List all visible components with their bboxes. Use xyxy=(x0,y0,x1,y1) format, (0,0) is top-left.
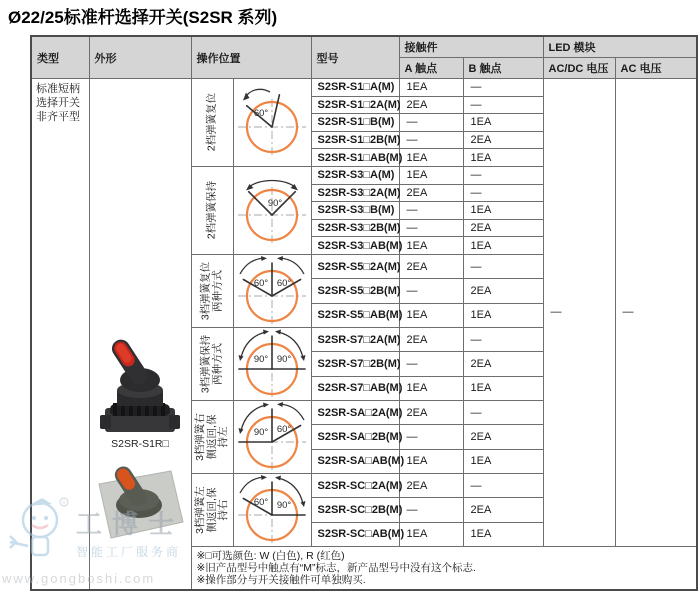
contact-b-cell: 1EA xyxy=(463,202,543,220)
model-cell: S2SR-SA□2B(M) xyxy=(311,425,399,449)
model-cell: S2SR-S7□2A(M) xyxy=(311,327,399,351)
position-label: 侧返回,保 xyxy=(205,414,218,460)
model-cell: S2SR-S1□A(M) xyxy=(311,79,399,97)
position-diagram-3pos-spring-return xyxy=(233,254,311,327)
spec-table xyxy=(30,35,698,591)
model-cell: S2SR-S1□AB(M) xyxy=(311,149,399,167)
page-title: Ø22/25标准杆选择开关(S2SR 系列) xyxy=(8,8,278,27)
contact-b-cell: — xyxy=(463,96,543,114)
contact-b-cell: — xyxy=(463,166,543,184)
svg-text:60°: 60° xyxy=(253,108,269,120)
position-label: 两种方式 xyxy=(211,269,223,312)
type-cell xyxy=(31,79,89,590)
contact-b-cell: 1EA xyxy=(463,522,543,546)
shape-cell xyxy=(89,79,191,590)
contact-a-cell: 2EA xyxy=(399,184,463,202)
col-header-position: 操作位置 xyxy=(191,36,311,79)
model-cell: S2SR-SA□AB(M) xyxy=(311,449,399,473)
col-header-shape: 外形 xyxy=(89,36,191,79)
position-label: 2档弹簧复位 xyxy=(205,93,218,152)
position-label: 持左 xyxy=(216,426,229,448)
contact-a-cell: 1EA xyxy=(399,376,463,400)
svg-text:90°: 90° xyxy=(276,499,292,511)
position-label: 侧返回,保 xyxy=(205,487,218,533)
watermark-url: www.gongboshi.com xyxy=(2,571,156,586)
model-cell: S2SR-S3□A(M) xyxy=(311,166,399,184)
col-header-type: 类型 xyxy=(31,36,89,79)
contact-a-cell: 1EA xyxy=(399,449,463,473)
position-label: 持右 xyxy=(216,499,229,521)
col-header-model: 型号 xyxy=(311,36,399,79)
model-cell: S2SR-S5□AB(M) xyxy=(311,303,399,327)
contact-a-cell: 1EA xyxy=(399,149,463,167)
svg-text:60°: 60° xyxy=(276,277,292,289)
contact-a-cell: — xyxy=(399,425,463,449)
contact-b-cell: 2EA xyxy=(463,131,543,149)
contact-a-cell: — xyxy=(399,279,463,303)
contact-a-cell: 2EA xyxy=(399,473,463,497)
led-acdc-cell: — xyxy=(543,79,615,547)
position-label-cell xyxy=(191,400,233,473)
position-label: 2档弹簧保持 xyxy=(205,181,218,240)
contact-b-cell: 1EA xyxy=(463,449,543,473)
model-cell: S2SR-S5□2B(M) xyxy=(311,279,399,303)
product-photo-panel-mounted xyxy=(91,458,189,551)
contact-b-cell: 1EA xyxy=(463,376,543,400)
product-caption: S2SR-S1R□ xyxy=(111,438,169,450)
type-line: 选择开关 xyxy=(36,97,80,109)
svg-text:R: R xyxy=(62,500,66,507)
model-cell: S2SR-S7□AB(M) xyxy=(311,376,399,400)
model-cell: S2SR-S5□2A(M) xyxy=(311,254,399,278)
note-line: ※旧产品型号中触点有“M”标志，新产品型号中没有这个标志. xyxy=(196,561,476,574)
contact-a-cell: — xyxy=(399,352,463,376)
col-header-acdc: AC/DC 电压 xyxy=(543,58,615,79)
notes-cell xyxy=(191,546,697,590)
position-label-cell xyxy=(191,79,233,167)
position-label-cell xyxy=(191,327,233,400)
contact-b-cell: — xyxy=(463,254,543,278)
contact-a-cell: 1EA xyxy=(399,79,463,97)
svg-text:90°: 90° xyxy=(253,353,269,365)
model-cell: S2SR-S3□2B(M) xyxy=(311,219,399,237)
col-header-led: LED 模块 xyxy=(543,36,697,58)
model-cell: S2SR-S3□2A(M) xyxy=(311,184,399,202)
col-header-contact-b: B 触点 xyxy=(463,58,543,79)
svg-text:90°: 90° xyxy=(267,198,283,210)
type-line: 标准短柄 xyxy=(36,83,80,95)
contact-b-cell: 2EA xyxy=(463,352,543,376)
table-row xyxy=(31,79,697,97)
model-cell: S2SR-SC□2A(M) xyxy=(311,473,399,497)
note-line: ※□可选颜色: W (白色), R (红色) xyxy=(196,549,345,562)
contact-b-cell: — xyxy=(463,184,543,202)
contact-b-cell: — xyxy=(463,79,543,97)
model-cell: S2SR-S1□2A(M) xyxy=(311,96,399,114)
model-cell: S2SR-S7□2B(M) xyxy=(311,352,399,376)
contact-a-cell: — xyxy=(399,114,463,132)
svg-text:60°: 60° xyxy=(276,423,292,435)
watermark-brand: 工博士 xyxy=(76,510,185,539)
contact-a-cell: 1EA xyxy=(399,303,463,327)
position-diagram-3pos-maintained xyxy=(233,327,311,400)
note-line: ※操作部分与开关接触件可单独购买. xyxy=(196,573,366,586)
contact-b-cell: 1EA xyxy=(463,114,543,132)
svg-text:60°: 60° xyxy=(253,277,269,289)
contact-b-cell: 2EA xyxy=(463,425,543,449)
position-label: 3档弹簧左 xyxy=(193,486,206,534)
position-label: 3档弹簧右 xyxy=(193,413,206,461)
position-label-cell xyxy=(191,473,233,546)
position-label: 3档弹簧保持 xyxy=(199,334,212,394)
contact-b-cell: — xyxy=(463,327,543,351)
model-cell: S2SR-SA□2A(M) xyxy=(311,400,399,424)
model-cell: S2SR-S1□2B(M) xyxy=(311,131,399,149)
col-header-contacts: 接触件 xyxy=(399,36,543,58)
contact-b-cell: — xyxy=(463,473,543,497)
position-label: 两种方式 xyxy=(211,342,223,385)
model-cell: S2SR-SC□2B(M) xyxy=(311,498,399,522)
position-label: 3档弹簧复位 xyxy=(199,261,212,321)
position-diagram-3pos-right-return xyxy=(233,400,311,473)
model-cell: S2SR-S3□B(M) xyxy=(311,202,399,220)
position-diagram-2pos-spring-return xyxy=(233,79,311,167)
position-diagram-2pos-maintained xyxy=(233,166,311,254)
contact-b-cell: 1EA xyxy=(463,149,543,167)
contact-b-cell: 2EA xyxy=(463,279,543,303)
model-cell: S2SR-S1□B(M) xyxy=(311,114,399,132)
contact-a-cell: 1EA xyxy=(399,522,463,546)
contact-a-cell: — xyxy=(399,202,463,220)
contact-a-cell: — xyxy=(399,131,463,149)
contact-b-cell: 2EA xyxy=(463,219,543,237)
contact-b-cell: — xyxy=(463,400,543,424)
model-cell: S2SR-SC□AB(M) xyxy=(311,522,399,546)
type-line: 非齐平型 xyxy=(36,111,80,123)
led-ac-cell: — xyxy=(615,79,697,547)
col-header-ac: AC 电压 xyxy=(615,58,697,79)
svg-text:90°: 90° xyxy=(276,353,292,365)
product-photo-selector-switch xyxy=(97,332,183,439)
contact-a-cell: 1EA xyxy=(399,237,463,255)
col-header-contact-a: A 触点 xyxy=(399,58,463,79)
contact-a-cell: — xyxy=(399,219,463,237)
watermark-tagline: 智能工厂服务商 xyxy=(76,545,182,559)
svg-text:90°: 90° xyxy=(253,426,269,438)
contact-a-cell: 2EA xyxy=(399,254,463,278)
contact-a-cell: 2EA xyxy=(399,400,463,424)
position-label-cell xyxy=(191,166,233,254)
svg-text:60°: 60° xyxy=(253,496,269,508)
contact-a-cell: 1EA xyxy=(399,166,463,184)
position-diagram-3pos-left-return xyxy=(233,473,311,546)
contact-a-cell: — xyxy=(399,498,463,522)
contact-b-cell: 1EA xyxy=(463,237,543,255)
contact-a-cell: 2EA xyxy=(399,96,463,114)
contact-a-cell: 2EA xyxy=(399,327,463,351)
model-cell: S2SR-S3□AB(M) xyxy=(311,237,399,255)
contact-b-cell: 1EA xyxy=(463,303,543,327)
position-label-cell xyxy=(191,254,233,327)
contact-b-cell: 2EA xyxy=(463,498,543,522)
